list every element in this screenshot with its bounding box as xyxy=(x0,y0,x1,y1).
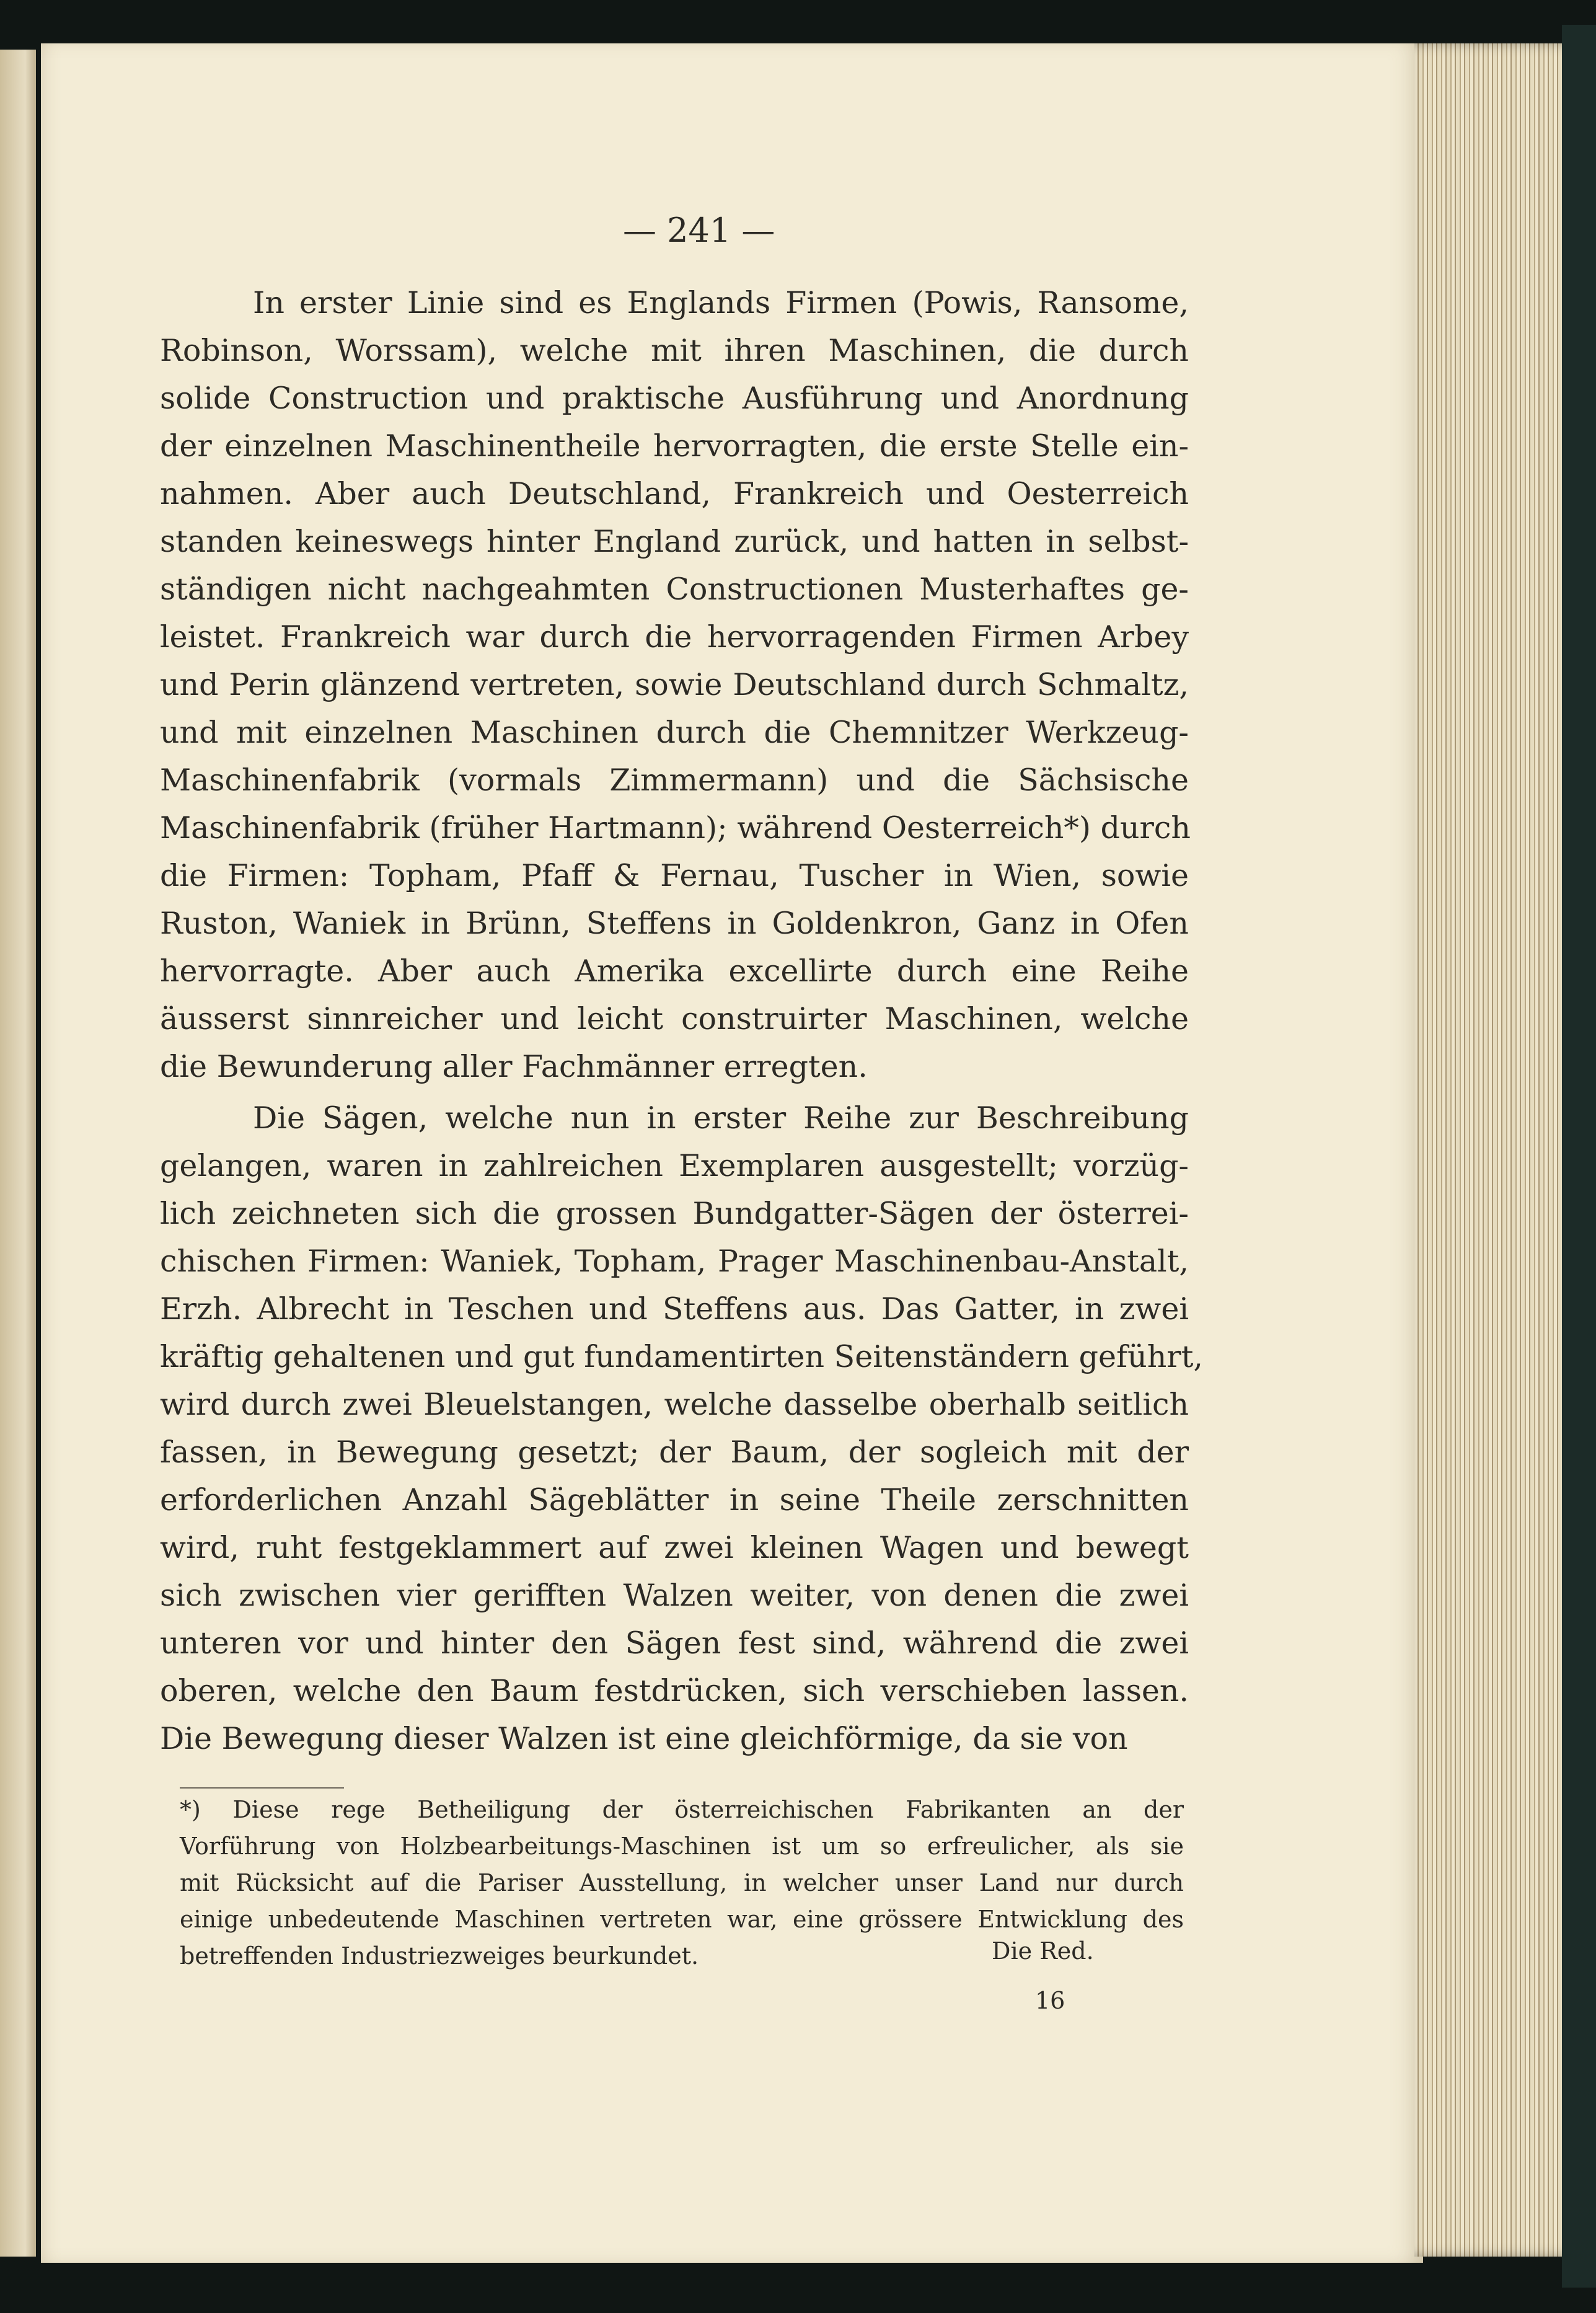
text-line: Erzh. Albrecht in Teschen und Steffens aus. Das Gatter, in zwei xyxy=(160,1291,1189,1327)
text-line: gelangen, waren in zahlreichen Exemplaren ausgestellt; vorzüg- xyxy=(160,1148,1189,1183)
text-line: die Firmen: Topham, Pfaff & Fernau, Tuscher in Wien, sowie xyxy=(160,858,1189,893)
text-line: oberen, welche den Baum festdrücken, sich verschieben lassen. xyxy=(160,1673,1189,1709)
text-line: Die Bewegung dieser Walzen ist eine gleichförmige, da sie von xyxy=(160,1721,1128,1756)
text-line: lich zeichneten sich die grossen Bundgatter-Sägen der österrei- xyxy=(160,1196,1189,1231)
footnote-rule xyxy=(180,1787,344,1789)
text-line: In erster Linie sind es Englands Firmen (Powis, Ransome, xyxy=(253,285,1189,321)
footnote-line: einige unbedeutende Maschinen vertreten war, eine grössere Entwicklung des xyxy=(180,1906,1184,1933)
text-line: sich zwischen vier gerifften Walzen weiter, von denen die zwei xyxy=(160,1578,1189,1613)
text-line: wird, ruht festgeklammert auf zwei kleinen Wagen und bewegt xyxy=(160,1530,1189,1565)
footnote-line: Vorführung von Holzbearbeitungs-Maschinen ist um so erfreulicher, als sie xyxy=(180,1833,1184,1860)
text-line: solide Construction und praktische Ausführung und Anordnung xyxy=(160,381,1189,416)
paragraph-2 xyxy=(160,1094,1203,1762)
text-line: und Perin glänzend vertreten, sowie Deutschland durch Schmaltz, xyxy=(160,667,1189,702)
text-line: Ruston, Waniek in Brünn, Steffens in Goldenkron, Ganz in Ofen xyxy=(160,906,1189,941)
text-line: chischen Firmen: Waniek, Topham, Prager Maschinenbau-Anstalt, xyxy=(160,1244,1189,1279)
text-line: der einzelnen Maschinentheile hervorragten, die erste Stelle ein- xyxy=(160,428,1189,464)
text-line: standen keineswegs hinter England zurück, und hatten in selbst- xyxy=(160,524,1189,559)
text-line: hervorragte. Aber auch Amerika excellirte durch eine Reihe xyxy=(160,953,1189,989)
page-number: — 241 — xyxy=(623,211,775,250)
text-line: leistet. Frankreich war durch die hervorragenden Firmen Arbey xyxy=(160,619,1189,655)
text-line: äusserst sinnreicher und leicht construirter Maschinen, welche xyxy=(160,1001,1189,1037)
signature-mark: 16 xyxy=(1035,1987,1065,2014)
text-line: die Bewunderung aller Fachmänner erregten. xyxy=(160,1049,868,1084)
text-line: kräftig gehaltenen und gut fundamentirten Seitenständern geführt, xyxy=(160,1339,1203,1374)
text-line: Die Sägen, welche nun in erster Reihe zur Beschreibung xyxy=(253,1100,1189,1136)
text-line: Maschinenfabrik (früher Hartmann); während Oesterreich*) durch xyxy=(160,810,1191,846)
text-line: und mit einzelnen Maschinen durch die Chemnitzer Werkzeug- xyxy=(160,715,1189,750)
text-line: Robinson, Worssam), welche mit ihren Maschinen, die durch xyxy=(160,333,1189,368)
text-line: Maschinenfabrik (vormals Zimmermann) und die Sächsische xyxy=(160,763,1189,798)
text-line: erforderlichen Anzahl Sägeblätter in seine Theile zerschnitten xyxy=(160,1482,1189,1518)
text-line: unteren vor und hinter den Sägen fest sind, während die zwei xyxy=(160,1625,1189,1661)
text-line: wird durch zwei Bleuelstangen, welche dasselbe oberhalb seitlich xyxy=(160,1387,1189,1422)
text-line: nahmen. Aber auch Deutschland, Frankreich und Oesterreich xyxy=(160,476,1189,511)
footnote-line: betreffenden Industriezweiges beurkundet. xyxy=(180,1942,699,1970)
footnote-line: *) Diese rege Betheiligung der österreichischen Fabrikanten an der xyxy=(180,1796,1184,1823)
text-line: ständigen nicht nachgeahmten Constructionen Musterhaftes ge- xyxy=(160,572,1189,607)
text-line: fassen, in Bewegung gesetzt; der Baum, der sogleich mit der xyxy=(160,1435,1189,1470)
footnote-line: mit Rücksicht auf die Pariser Ausstellung, in welcher unser Land nur durch xyxy=(180,1869,1184,1896)
paragraph-1 xyxy=(160,279,1189,1090)
editor-note: Die Red. xyxy=(992,1937,1094,1965)
